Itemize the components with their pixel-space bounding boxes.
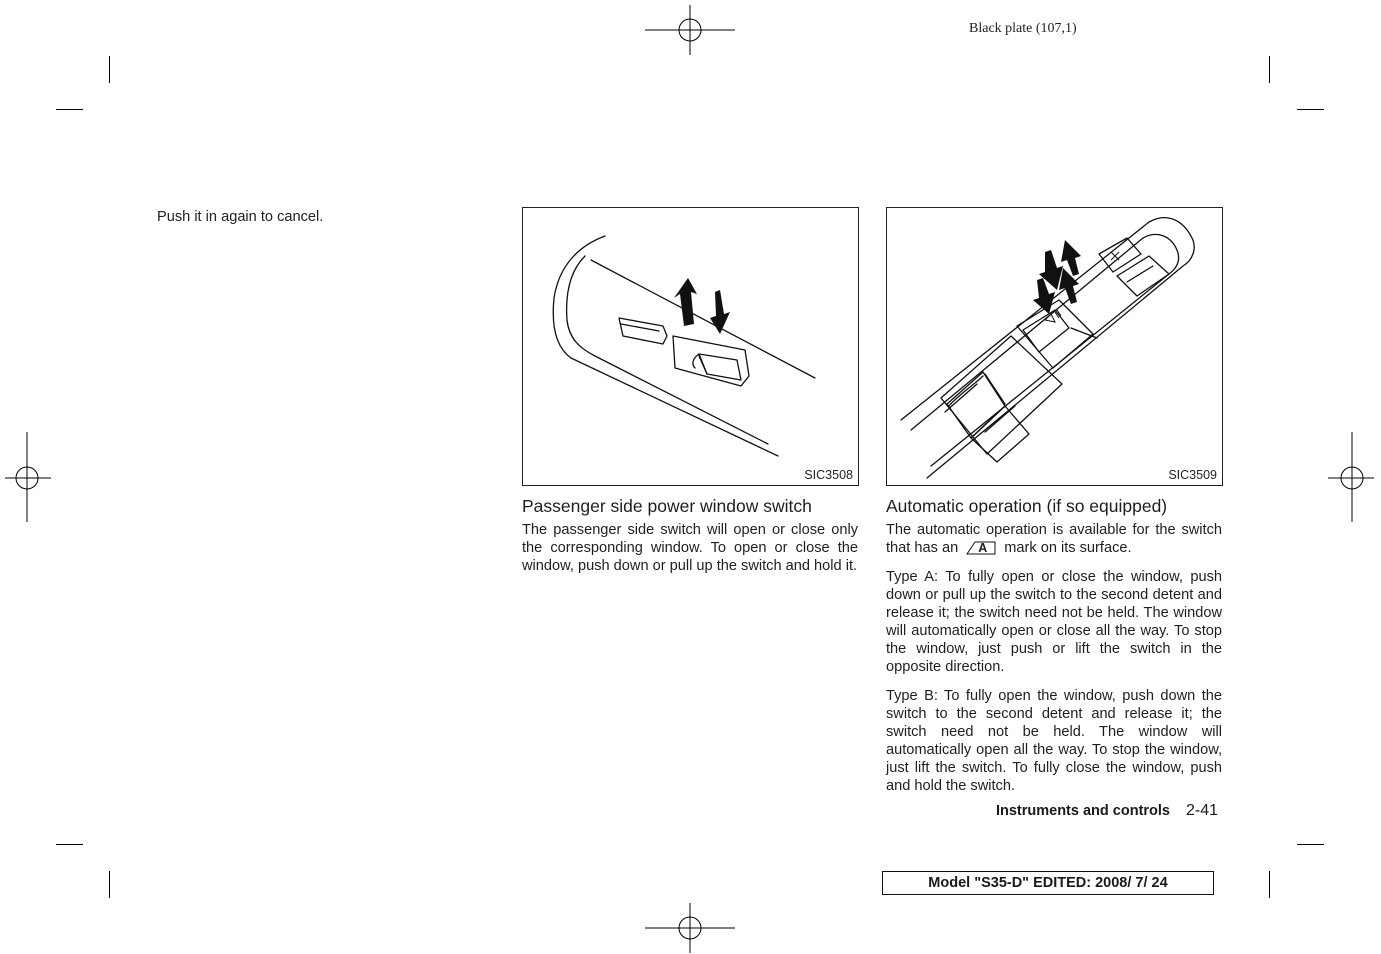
passenger-window-switch-illustration <box>523 208 858 485</box>
passenger-section-heading: Passenger side power window switch <box>522 496 812 516</box>
footer-section-title: Instruments and controls <box>995 803 1170 819</box>
auto-section-body <box>886 521 1222 806</box>
footer-page-number: 2-41 <box>1186 802 1219 819</box>
auto-intro-text-end: mark on its surface. <box>1004 540 1132 556</box>
plate-label: Black plate (107,1) <box>969 21 1077 36</box>
registration-mark-left <box>5 432 51 522</box>
left-column-text: Push it in again to cancel. <box>157 209 324 225</box>
figure-code: SIC3509 <box>1168 468 1217 482</box>
auto-intro-text: The automatic operation is available for the switch that has an <box>886 522 1222 556</box>
auto-mark-icon <box>966 540 996 555</box>
registration-mark-right <box>1328 432 1374 522</box>
auto-intro-paragraph <box>886 521 1222 557</box>
auto-section-heading: Automatic operation (if so equipped) <box>886 496 1168 516</box>
passenger-section-body: The passenger side switch will open or close only the corresponding window. To open or close the window, push down or pull up the switch and hold it. <box>522 522 858 574</box>
registration-mark-bottom <box>645 903 735 953</box>
registration-mark-top <box>645 5 735 55</box>
auto-mark-letter: A <box>978 541 988 555</box>
figure-code: SIC3508 <box>804 468 853 482</box>
figure-passenger-switch <box>522 207 859 486</box>
driver-window-switch-panel-illustration <box>887 208 1222 485</box>
type-a-paragraph: Type A: To fully open or close the window, push down or pull up the switch to the second detent and release it; the switch need not be held. The window will automatically open or close all the way. To stop the window, just push or lift the switch in the opposite direction. <box>886 569 1222 675</box>
figure-auto-switch <box>886 207 1223 486</box>
type-b-paragraph: Type B: To fully open the window, push down the switch to the second detent and release it; the switch need not be held. The window will automatically open all the way. To stop the window, just lift the switch. To fully close the window, push and hold the switch. <box>886 688 1222 794</box>
model-edit-stamp: Model "S35-D" EDITED: 2008/ 7/ 24 <box>882 871 1214 895</box>
